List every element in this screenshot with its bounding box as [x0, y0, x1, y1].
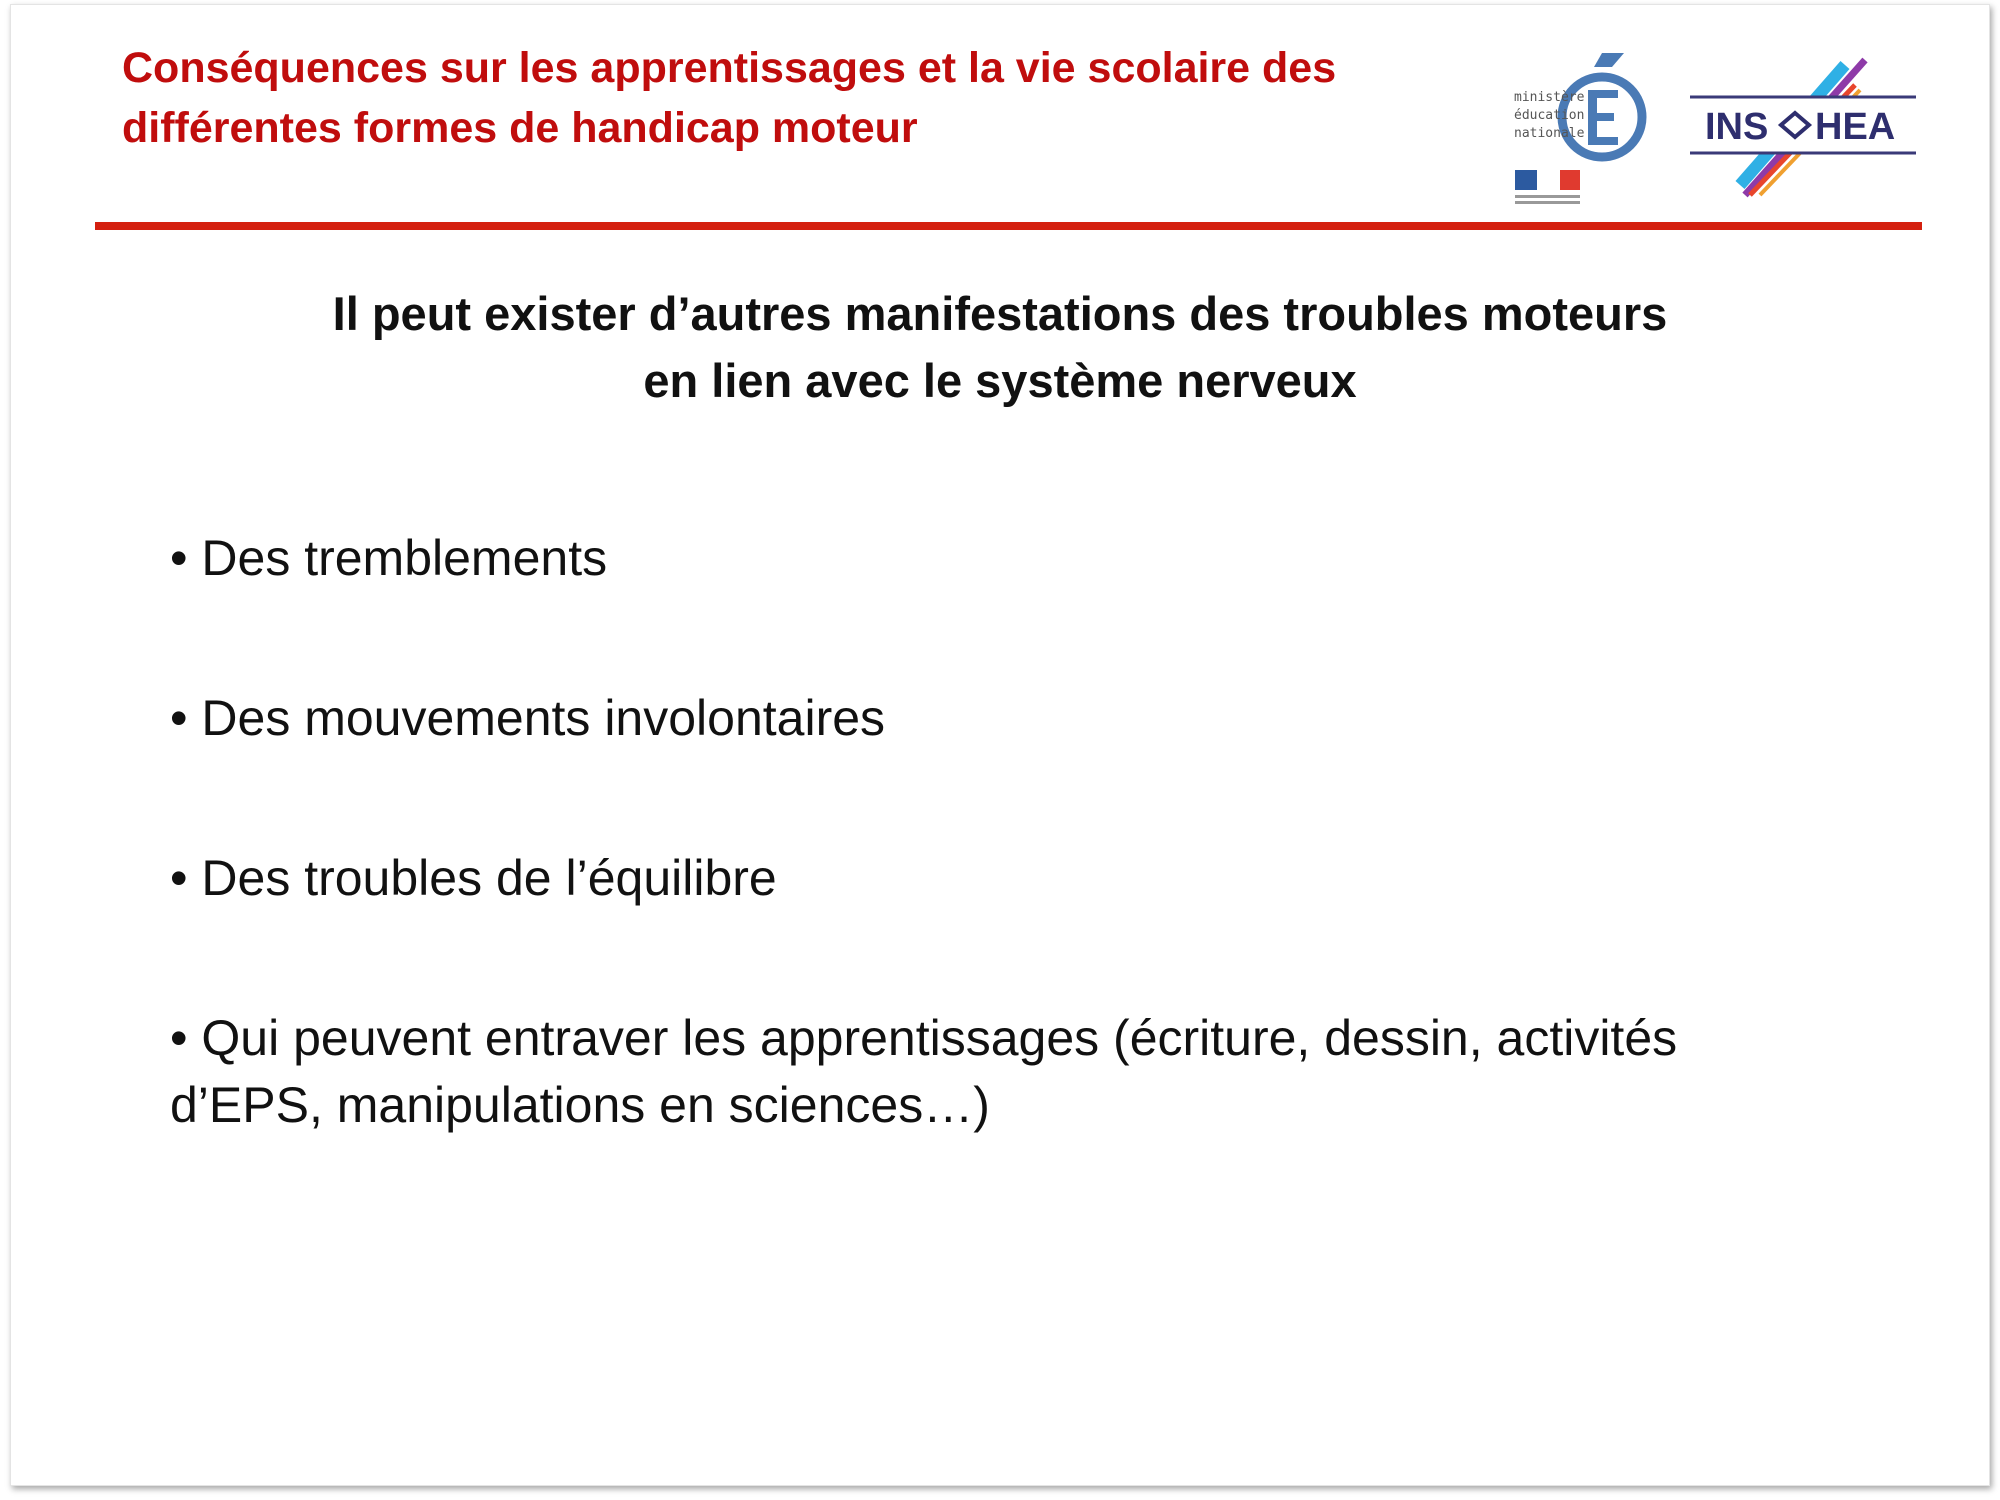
bullet-item: • Des troubles de l’équilibre: [170, 850, 777, 906]
svg-text:éducation: éducation: [1514, 108, 1585, 123]
subtitle-line-1: Il peut exister d’autres manifestations des troubles moteurs: [332, 287, 1668, 340]
svg-text:nationale: nationale: [1514, 126, 1585, 141]
svg-text:HEA: HEA: [1815, 106, 1896, 148]
svg-text:INS: INS: [1705, 106, 1769, 148]
ministere-education-logo: [1512, 45, 1662, 210]
svg-text:ministère: ministère: [1514, 90, 1585, 105]
bullet-item-continuation: d’EPS, manipulations en sciences…): [170, 1077, 990, 1133]
bullet-item: • Qui peuvent entraver les apprentissages (écriture, dessin, activités: [170, 1010, 1678, 1066]
bullet-item: • Des tremblements: [170, 530, 608, 586]
slide-subtitle: [0, 280, 2000, 414]
inshea-logo: [1685, 45, 1920, 200]
slide-header-title: [122, 38, 1372, 158]
header-divider: [95, 222, 1922, 230]
subtitle-line-2: en lien avec le système nerveux: [643, 354, 1357, 407]
title-line-1: Conséquences sur les apprentissages et la vie scolaire des: [122, 44, 1337, 92]
bullet-item: • Des mouvements involontaires: [170, 690, 886, 746]
title-line-2: différentes formes de handicap moteur: [122, 104, 918, 152]
